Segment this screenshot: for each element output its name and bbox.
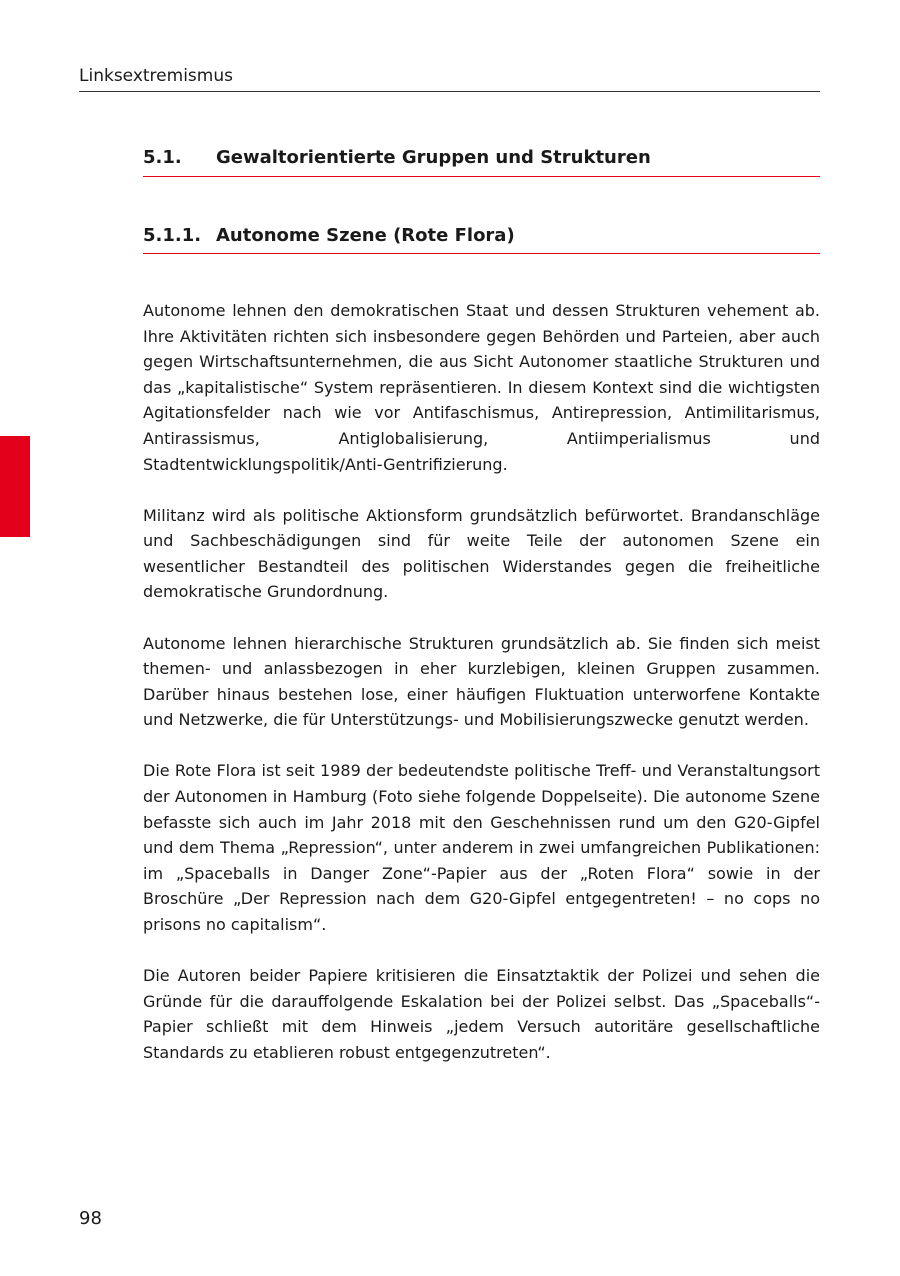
- chapter-marker: [0, 436, 30, 537]
- section-title: Gewaltorientierte Gruppen und Strukturen: [216, 147, 651, 168]
- body-text: [143, 298, 820, 1091]
- section-heading-5-1-1: [143, 224, 820, 254]
- paragraph: Militanz wird als politische Aktionsform grundsätzlich befürwortet. Brandanschläge und Sachbeschädigungen sind für weite Teile der autonomen Szene ein wesentlicher Bestandteil des politischen Widerstandes gegen die freiheitliche demokratische Grundordnung.: [143, 505, 820, 602]
- page-number: 98: [79, 1208, 102, 1229]
- section-number: 5.1.1.: [143, 225, 202, 246]
- paragraph: Autonome lehnen den demokratischen Staat und dessen Strukturen vehement ab. Ihre Aktivitäten richten sich insbesondere gegen Behörden und Parteien, aber auch gegen Wirtschaftsunternehmen, die aus Sicht Autonomer staatliche Strukturen und das „kapitalistische“ System repräsentieren. In diesem Kontext sind die wichtigsten Agitationsfelder nach wie vor Antifaschismus, Antirepression, Antimilitarismus, Antirassismus, Antiglobalisierung, Antiimperialismus und Stadtentwicklungspolitik/Anti-Gentrifizierung.: [143, 301, 820, 474]
- section-title: Autonome Szene (Rote Flora): [216, 225, 515, 246]
- section-heading-5-1: [143, 146, 820, 177]
- paragraph: Die Rote Flora ist seit 1989 der bedeutendste politische Treff- und Veranstaltungsort der Autonomen in Hamburg (Foto siehe folgende Doppelseite). Die autonome Szene befasste sich auch im Jahr 2018 mit den Geschehnissen rund um den G20-Gipfel und dem Thema „Repression“, unter anderem in zwei umfangreichen Publikationen: im „Spaceballs in Danger Zone“-Papier aus der „Roten Flora“ sowie in der Broschüre „Der Repression nach dem G20-Gipfel entgegentreten! – no cops no prisons no capitalism“.: [143, 761, 820, 934]
- paragraph: Die Autoren beider Papiere kritisieren die Einsatztaktik der Polizei und sehen die Gründe für die darauffolgende Eskalation bei der Polizei selbst. Das „Spaceballs“-Papier schließt mit dem Hinweis „jedem Versuch autoritäre gesellschaftliche Standards zu etablieren robust entgegenzutreten“.: [143, 966, 820, 1062]
- section-number: 5.1.: [143, 147, 182, 168]
- paragraph: Autonome lehnen hierarchische Strukturen grundsätzlich ab. Sie finden sich meist themen- und anlassbezogen in eher kurzlebigen, kleinen Gruppen zusammen. Darüber hinaus bestehen lose, einer häufigen Fluktuation unterworfene Kontakte und Netzwerke, die für Unterstützungs- und Mobilisierungszwecke genutzt werden.: [143, 633, 820, 730]
- running-head: Linksextremismus: [79, 64, 820, 92]
